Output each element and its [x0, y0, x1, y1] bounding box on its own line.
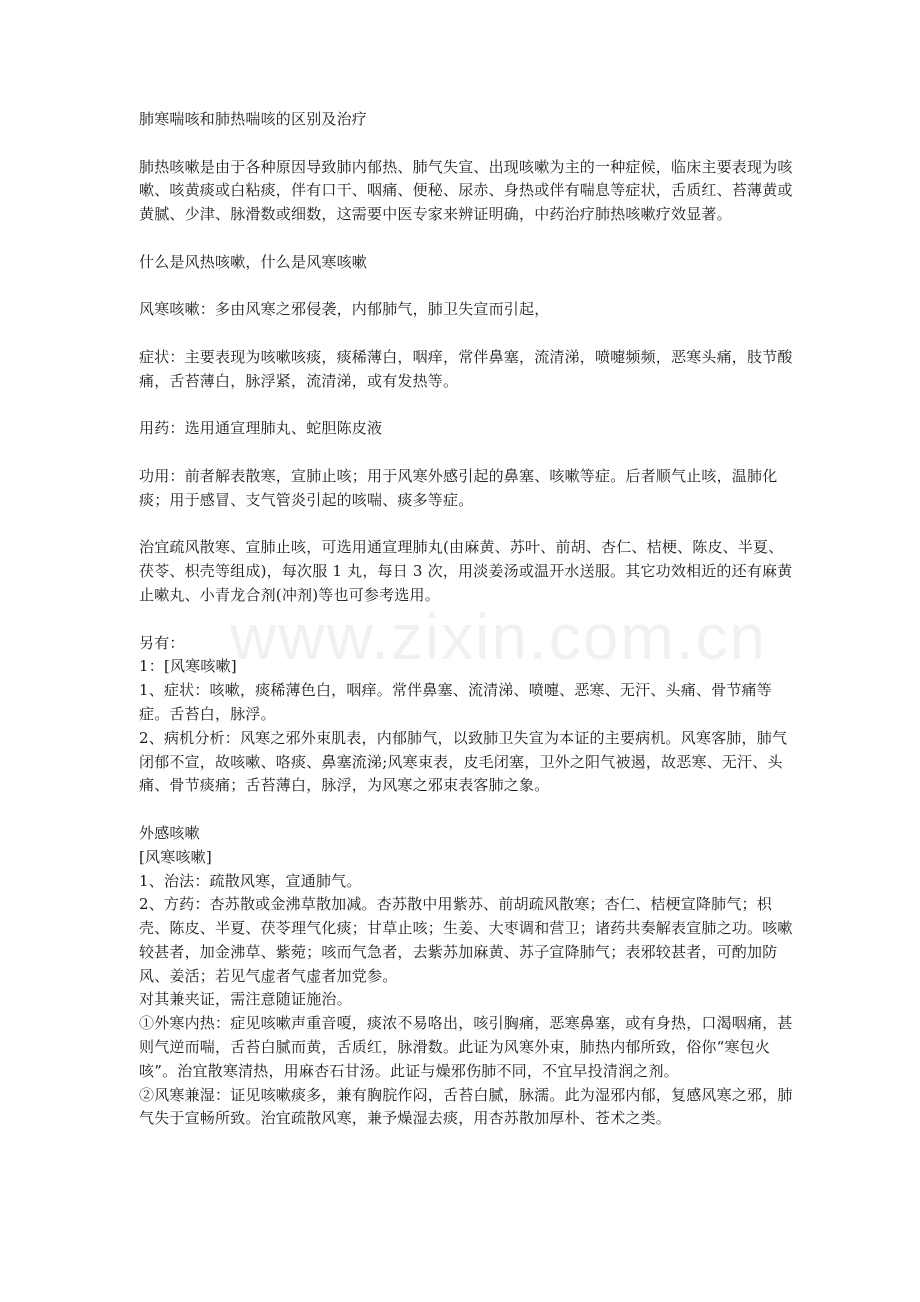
also-label: 另有：: [139, 633, 185, 652]
intro-paragraph: 肺热咳嗽是由于各种原因导致肺内郁热、肺气失宣、出现咳嗽为主的一种症候，临床主要表现为咳嗽、咳黄痰或白粘痰，伴有口干、咽痛、便秘、尿赤、身热或伴有喘息等症状，舌质红、苔薄黄或黄腻、少津、脉滑数或细数，这需要中医专家来辨证明确，中药治疗肺热咳嗽疗效显著。: [139, 157, 793, 224]
external-method: 1、治法：疏散风寒，宣通肺气。: [139, 871, 362, 890]
function-paragraph: 功用：前者解表散寒，宣肺止咳；用于风寒外感引起的鼻塞、咳嗽等症。后者顺气止咳，温肺化痰；用于感冒、支气管炎引起的咳喘、痰多等症。: [139, 466, 778, 509]
medicine-paragraph: 用药：选用通宣理肺丸、蛇胆陈皮液: [139, 419, 383, 438]
external-note: 对其兼夹证，需注意随证施治。: [139, 990, 352, 1009]
external-formula: 2、方药：杏苏散或金沸草散加减。杏苏散中用紫苏、前胡疏风散寒；杏仁、桔梗宣降肺气；枳壳、陈皮、半夏、茯苓理气化痰；甘草止咳；生姜、大枣调和营卫；诸药共奏解表宣肺之功。咳嗽较甚者，加金沸草、紫菀；咳而气急者，去紫苏加麻黄、苏子宣降肺气；表邪较甚者，可酌加防风、姜活；若见气虚者气虚者加党参。: [139, 895, 793, 985]
question-heading: 什么是风热咳嗽，什么是风寒咳嗽: [139, 252, 368, 271]
case-item-2: ②风寒兼湿：证见咳嗽痰多，兼有胸脘作闷，舌苔白腻，脉濡。此为湿邪内郁，复感风寒之邪，肺气失于宣畅所致。治宜疏散风寒，兼予燥湿去痰，用杏苏散加厚朴、苍术之类。: [139, 1085, 793, 1128]
case-item-1: ①外寒内热：症见咳嗽声重音嗄，痰浓不易咯出，咳引胸痛，恶寒鼻塞，或有身热，口渴咽痛，甚则气逆而喘，舌苔白腻而黄，舌质红，脉滑数。此证为风寒外束，肺热内郁所致，俗你“寒包火咳”。治宜散寒清热，用麻杏石甘汤。此证与燥邪伤肺不同，不宜早投清润之剂。: [139, 1014, 793, 1080]
also-analysis: 2、病机分析：风寒之邪外束肌表，内郁肺气，以致肺卫失宣为本证的主要病机。风寒客肺，肺气闭郁不宣，故咳嗽、咯痰、鼻塞流涕;风寒束表，皮毛闭塞，卫外之阳气被遏，故恶寒、无汗、头痛、骨节痰痛；舌苔薄白，脉浮，为风寒之邪束表客肺之象。: [139, 728, 788, 795]
document-title: 肺寒喘咳和肺热喘咳的区别及治疗: [139, 110, 368, 128]
document-body: [139, 108, 795, 1131]
also-heading: 1：[风寒咳嗽]: [139, 657, 237, 676]
fenghan-paragraph: 风寒咳嗽：多由风寒之邪侵袭，内郁肺气，肺卫失宣而引起，: [139, 300, 550, 319]
treatment-paragraph: 治宜疏风散寒、宣肺止咳，可选用通宣理肺丸(由麻黄、苏叶、前胡、杏仁、桔梗、陈皮、半夏、茯苓、枳壳等组成)，每次服 1 丸，每日 3 次，用淡姜汤或温开水送服。其它功效相近的还有麻黄止嗽丸、小青龙合剂(冲剂)等也可参考选用。: [139, 538, 793, 604]
symptoms-paragraph: 症状：主要表现为咳嗽咳痰，痰稀薄白，咽痒，常伴鼻塞，流清涕，喷嚏频频，恶寒头痛，肢节酸痛，舌苔薄白，脉浮紧，流清涕，或有发热等。: [139, 347, 793, 390]
watermark: www.zixin.com.cn: [230, 601, 767, 673]
external-heading: [风寒咳嗽]: [139, 847, 212, 866]
external-title: 外感咳嗽: [139, 823, 200, 842]
also-symptoms: 1、症状：咳嗽，痰稀薄色白，咽痒。常伴鼻塞、流清涕、喷嚏、恶寒、无汗、头痛、骨节痛等症。舌苔白，脉浮。: [139, 681, 772, 723]
